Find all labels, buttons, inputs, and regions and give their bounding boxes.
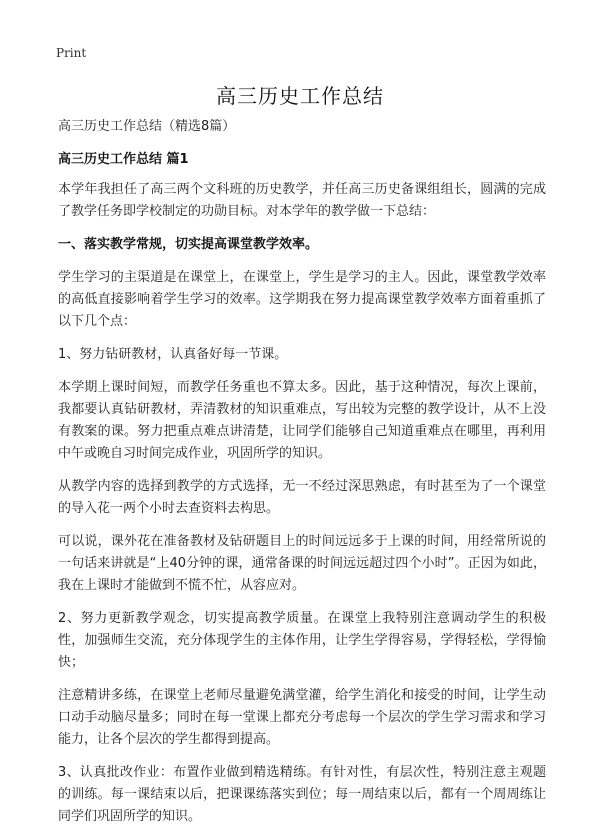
body-paragraph: 从教学内容的选择到教学的方式选择，无一不经过深思熟虑，有时甚至为了一个课堂的导入花一两个小时去查资料去构思。 [58,479,546,516]
subheading-paragraph: 一、落实教学常规，切实提高课堂教学效率。 [58,237,319,252]
document-title: 高三历史工作总结 [216,84,384,108]
body-paragraph: 本学期上课时间短，而教学任务重也不算太多。因此，基于这种情况，每次上课前，我都要认真钻研教材，弄清教材的知识重难点，写出较为完整的教学设计，从不上没有教案的课。努力把重点难点讲清楚，让同学们能够自己知道重难点在哪里，再利用中午或晚自习时间完成作业，巩固所学的知识。 [58,380,546,461]
body-paragraph: 2、努力更新教学观念，切实提高教学质量。在课堂上我特别注意调动学生的积极性，加强师生交流，充分体现学生的主体作用，让学生学得容易，学得轻松，学得愉快； [58,611,546,670]
body-paragraph: 3、认真批改作业：布置作业做到精选精练。有针对性，有层次性，特别注意主观题的训练。每一课结束以后，把课课练落实到位；每一周结束以后，都有一个周周练让同学们巩固所学的知识。 [58,765,546,824]
body-paragraph: 1、努力钻研教材，认真备好每一节课。 [58,347,288,362]
paragraph-list [58,179,546,828]
section-heading: 高三历史工作总结 篇1 [58,152,189,167]
body-paragraph: 学生学习的主渠道是在课堂上，在课堂上，学生是学习的主人。因此，课堂教学效率的高低直接影响着学生学习的效率。这学期我在努力提高课堂教学效率方面着重抓了以下几个点： [58,270,546,329]
body-paragraph: 本学年我担任了高三两个文科班的历史教学，并任高三历史备课组组长，圆满的完成了教学任务即学校制定的功勋目标。对本学年的教学做一下总结： [58,182,546,219]
body-paragraph: 注意精讲多练，在课堂上老师尽量避免满堂灌，给学生消化和接受的时间，让学生动口动手动脑尽量多；同时在每一堂课上都充分考虑每一个层次的学生学习需求和学习能力，让各个层次的学生都得到提高。 [58,688,546,747]
body-paragraph: 可以说，课外花在准备教材及钻研题目上的时间远远多于上课的时间，用经常所说的一句话来讲就是“上40分钟的课，通常备课的时间远远超过四个小时”。正因为如此，我在上课时才能做到不慌不忙，从容应对。 [58,534,546,593]
print-link[interactable]: Print [56,46,87,60]
document-subtitle: 高三历史工作总结（精选8篇） [58,119,236,134]
document-body [58,116,546,839]
